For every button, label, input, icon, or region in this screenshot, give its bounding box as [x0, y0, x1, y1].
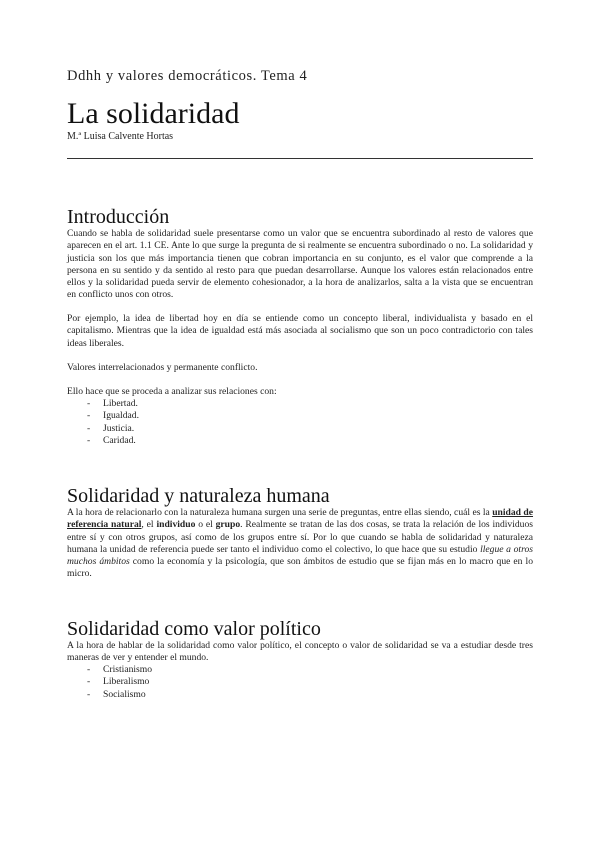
intro-paragraph-1-text: Cuando se habla de solidaridad suele presentarse como un valor que se encuentra subordinado al resto de valores que aparecen en el art. 1.1 CE. Ante lo que surge la pregunta de si realmente se encuentra subordinado o no. La solidaridad y justicia son los que más importancia tienen que cobran importancia en su conjunto, es el valor que comprende a la persona en su sentido y da sentido al resto para que puedan desarrollarse. Aunque los valores están relacionados entre ellos y la solidaridad pueda servir de elemento cohesionador, a la hora de analizarlos, salta a la vista que se encuentran en conflicto unos con otros.	[67, 228, 533, 301]
list-marker: -	[87, 422, 91, 434]
text-run: A la hora de relacionarlo con la naturaleza humana surgen una serie de preguntas, entre ellas siendo, cuál es la	[67, 507, 490, 518]
course-header: Ddhh y valores democráticos. Tema 4	[67, 68, 308, 84]
naturaleza-heading: Solidaridad y naturaleza humana	[67, 485, 330, 507]
intro-heading: Introducción	[67, 206, 170, 228]
list-item-text: Igualdad.	[103, 410, 139, 422]
document-title: La solidaridad	[67, 97, 240, 130]
emphasis-ambitos: llegue a otros muchos ámbitos	[67, 543, 534, 568]
list-item	[87, 435, 139, 447]
naturaleza-paragraph	[67, 507, 533, 581]
text-run: . Realmente se tratan de las dos cosas, se trata la relación de los individuos entre sí y con otros grupos, así como de los grupos entre sí. Por lo que cuando se habla de solidaridad y naturaleza humana la unidad de referencia puede ser tanto el individuo como el colectivo, lo que hace que su estudio	[67, 519, 533, 555]
emphasis-individuo: individuo	[156, 519, 196, 531]
ideologies-list	[87, 664, 152, 701]
list-item-text: Caridad.	[103, 434, 136, 446]
header-divider	[67, 158, 533, 159]
list-item-text: Justicia.	[103, 422, 135, 434]
intro-paragraph-3: Valores interrelacionados y permanente conflicto.	[67, 362, 258, 373]
intro-paragraph-2	[67, 313, 533, 350]
list-item	[87, 664, 152, 676]
list-marker: -	[87, 398, 91, 409]
list-marker: -	[87, 688, 91, 700]
list-marker: -	[87, 676, 91, 688]
intro-paragraph-2-text: Por ejemplo, la idea de libertad hoy en día se entiende como un concepto liberal, individualista y basado en el capitalismo. Mientras que la idea de igualdad está más asociada al socialismo que son un poco contradictorio con tales ideas liberales.	[67, 313, 533, 349]
list-item	[87, 410, 139, 422]
list-item-text: Libertad.	[103, 398, 138, 409]
values-list	[87, 398, 139, 447]
text-run: , el	[141, 519, 157, 531]
emphasis-grupo: grupo	[215, 519, 241, 531]
intro-paragraph-4: Ello hace que se proceda a analizar sus relaciones con:	[67, 386, 277, 397]
politico-heading: Solidaridad como valor político	[67, 618, 321, 640]
naturaleza-paragraph-text	[67, 507, 533, 581]
intro-paragraph-1	[67, 228, 533, 302]
list-marker: -	[87, 410, 91, 422]
list-item-text: Socialismo	[103, 688, 146, 700]
list-marker: -	[87, 664, 91, 675]
list-item	[87, 676, 152, 688]
list-item	[87, 423, 139, 435]
text-run: o el	[195, 519, 216, 531]
list-marker: -	[87, 434, 91, 446]
emphasis-unidad: unidad de referencia natural	[67, 507, 534, 531]
document-author: M.ª Luisa Calvente Hortas	[67, 131, 174, 142]
politico-paragraph-text: A la hora de hablar de la solidaridad como valor político, el concepto o valor de solidaridad se va a estudiar desde tres maneras de ver y entender el mundo.	[67, 640, 533, 664]
list-item-text: Liberalismo	[103, 676, 150, 688]
politico-paragraph	[67, 640, 533, 665]
list-item	[87, 689, 152, 701]
list-item	[87, 398, 139, 410]
list-item-text: Cristianismo	[103, 664, 153, 675]
text-run: como la economía y la psicología, que son ámbitos de estudio que se fijan más en lo macro que en lo micro.	[67, 556, 533, 580]
